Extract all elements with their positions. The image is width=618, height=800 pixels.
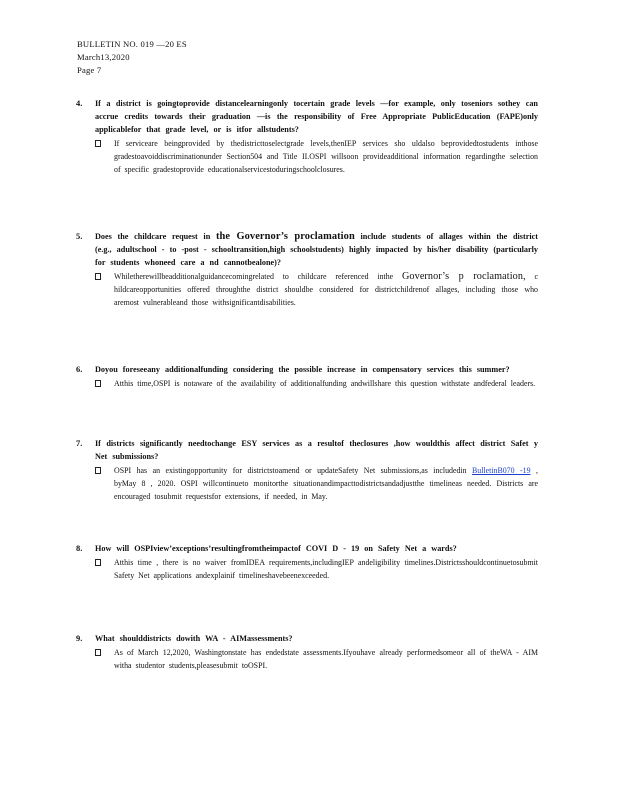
bulletin-link[interactable]: BulletinB070 -19 xyxy=(472,466,531,475)
bullet-icon xyxy=(76,377,114,391)
answer-text: If serviceare beingprovided by thedistricttoselectgrade levels,thenIEP services sho uldalso beprovidedtostudents inthose gradestoavoiddiscriminationunder Section504 and Title II.OSPI willsoon provideadditional information regardingthe selection of specific gradestoprovide educationalservicestoduringschoolclosures. xyxy=(114,139,538,174)
question-7 xyxy=(76,437,538,503)
question-text: How will OSPIview’exceptions’resultingfromtheimpactof COVI D - 19 on Safety Net a wards? xyxy=(95,544,457,553)
answer-text: As of March 12,2020, Washingtonstate has endedstate assessments.Ifyouhave already performedsomeor all of theWA - AIM witha studentor students,pleasesubmit toOSPI. xyxy=(114,648,538,670)
bullet-icon xyxy=(76,556,114,582)
bulletin-date: March13,2020 xyxy=(77,52,130,62)
answer-text: OSPI has an existingopportunity for districtstoamend or updateSafety Net submissions,as includedin BulletinB070 -19 , byMay 8 , 2020. OSPI willcontinueto monitorthe situationandimpacttodistrictsandadjustthe timelineas needed. Districts are encouraged tosubmit requestsfor extensions, if needed, in May. xyxy=(114,466,538,501)
question-text: What shoulddistricts dowith WA - AIMassessments? xyxy=(95,634,293,643)
question-8 xyxy=(76,542,538,582)
answer-text: Atthis time , there is no waiver fromIDEA requirements,includingIEP andeligibility timelines.Districtsshouldcontinuetosubmit Safety Net applications andexplainif timelineshavebeenexceeded. xyxy=(114,558,538,580)
bullet-icon xyxy=(76,464,114,503)
question-number: 8. xyxy=(76,544,83,553)
question-number: 5. xyxy=(76,232,83,241)
question-number: 4. xyxy=(76,99,83,108)
page-number: Page 7 xyxy=(77,65,102,75)
question-4 xyxy=(76,97,538,176)
question-number: 6. xyxy=(76,365,83,374)
bullet-icon xyxy=(76,137,114,176)
question-6 xyxy=(76,363,538,391)
bullet-icon xyxy=(76,270,114,309)
question-text: If districts significantly needtochange ESY services as a resultof theclosures ,how wouldthis affect district Safet y Net submissions? xyxy=(95,439,538,461)
question-number: 9. xyxy=(76,634,83,643)
bullet-icon xyxy=(76,646,114,672)
answer-text: Whiletherewillbeadditionalguidancecomingrelated to childcare referenced inthe Governor’s p roclamation, c hildcareopportunities offered throughthe district shouldbe considered for districtchildrenof allages, including those who aremost vulnerableand those withsignificantdisabilities. xyxy=(114,271,538,307)
question-text: Does the childcare request in the Governor’s proclamation include students of allages within the district (e.g., adultschool - to -post - schooltransition,high schoolstudents) highly impacted by his/her disability (particularly for students whoneed care a nd cannotbealone)? xyxy=(95,231,538,267)
answer-text: Atthis time,OSPI is notaware of the availability of additionalfunding andwillshare this question withstate andfederal leaders. xyxy=(114,379,536,388)
question-number: 7. xyxy=(76,439,83,448)
question-9 xyxy=(76,632,538,672)
question-5 xyxy=(76,230,538,309)
question-text: Doyou foreseeany additionalfunding considering the possible increase in compensatory services this summer? xyxy=(95,365,510,374)
bulletin-number: BULLETIN NO. 019 —20 ES xyxy=(77,39,187,49)
question-text: If a district is goingtoprovide distancelearningonly tocertain grade levels —for example, only toseniors sothey can accrue credits towards their graduation —is the responsibility of Free Appropriate PublicEducation (FAPE)only applicablefor that grade level, or is itfor allstudents? xyxy=(95,99,538,134)
